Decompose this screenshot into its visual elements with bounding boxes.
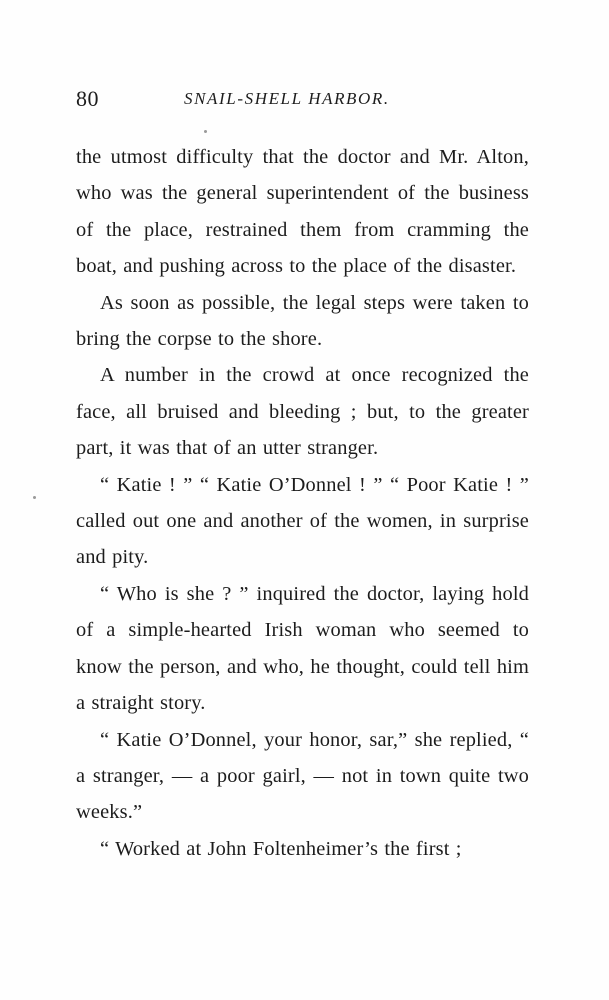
body-text <box>76 139 529 867</box>
paragraph: “ Katie O’Donnel, your honor, sar,” she replied, “ a stranger, — a poor gairl, — not in town quite two weeks.” <box>76 728 529 824</box>
paragraph: “ Who is she ? ” inquired the doctor, laying hold of a simple-hearted Irish woman who seemed to know the person, and who, he thought, could tell him a straight story. <box>76 582 529 715</box>
paragraph: A number in the crowd at once recognized the face, all bruised and bleeding ; but, to the greater part, it was that of an utter stranger. <box>76 364 529 460</box>
paper-speck <box>33 496 36 499</box>
paragraph-last: “ Worked at John Foltenheimer’s the first ; <box>100 837 462 860</box>
page-header <box>76 84 531 114</box>
page-number: 80 <box>76 86 99 111</box>
paragraph: As soon as possible, the legal steps were taken to bring the corpse to the shore. <box>76 291 529 351</box>
paper-speck <box>204 130 207 133</box>
paragraph: “ Katie ! ” “ Katie O’Donnel ! ” “ Poor Katie ! ” called out one and another of the women, in surprise and pity. <box>76 473 529 569</box>
paragraph-continuation: the utmost difficulty that the doctor and Mr. Alton, who was the general superintendent of the business of the place, restrained them from cramming the boat, and pushing across to the place of the disaster. <box>76 146 529 278</box>
running-title: SNAIL-SHELL HARBOR. <box>184 89 390 108</box>
